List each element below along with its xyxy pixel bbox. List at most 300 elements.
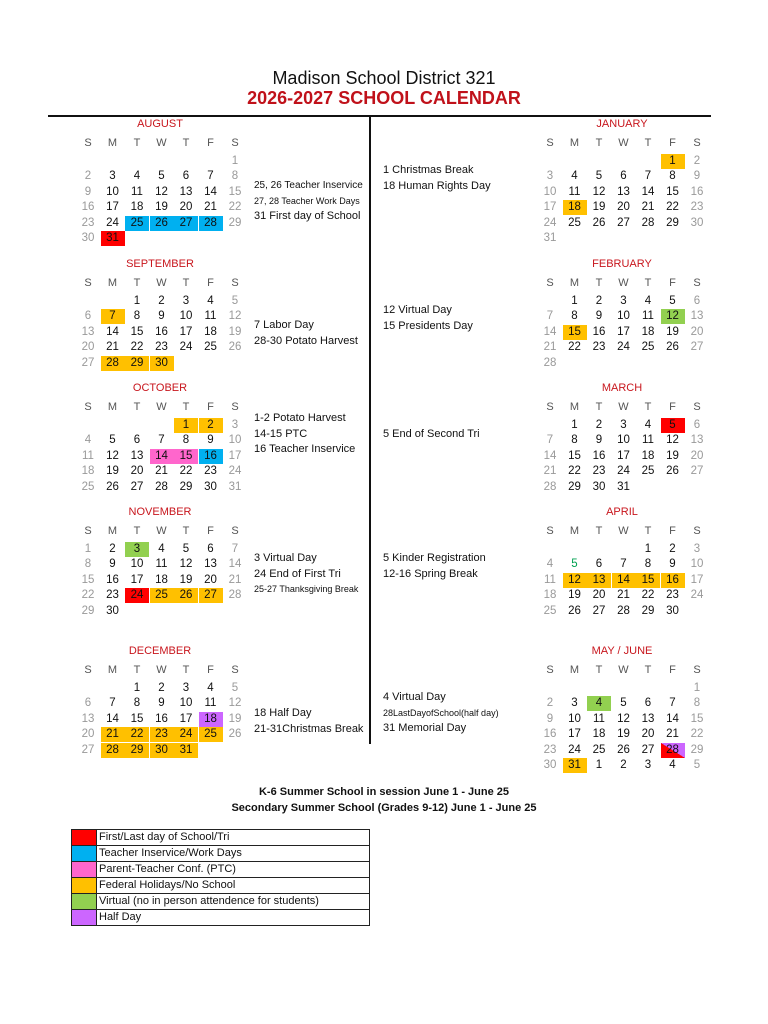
calendar-day: 11 — [544, 573, 556, 586]
calendar-day: 19 — [228, 712, 242, 725]
calendar-day: 8 — [571, 310, 578, 322]
calendar-day: 29 — [228, 216, 242, 229]
month-title: APRIL — [606, 506, 638, 518]
calendar-day: 12 — [179, 558, 193, 570]
weekday-header: W — [156, 137, 167, 149]
calendar-day: 30 — [106, 604, 119, 617]
calendar-day: 14 — [150, 449, 174, 464]
calendar-day: 2 — [158, 294, 165, 307]
weekday-header: T — [133, 664, 141, 676]
calendar-day: 28 — [641, 216, 655, 229]
legend-swatch-red — [72, 830, 97, 845]
weekday-header: T — [133, 525, 141, 537]
weekday-header: T — [595, 401, 603, 413]
calendar-day: 16 — [155, 325, 168, 338]
weekday-header: T — [182, 137, 190, 149]
legend-swatch-blue — [72, 846, 97, 861]
weekday-header: S — [546, 277, 554, 289]
notes-april — [383, 551, 486, 582]
calendar-day: 18 — [543, 589, 557, 601]
notes-august — [254, 178, 363, 225]
calendar-day: 18 — [641, 449, 655, 462]
calendar-day: 2 — [693, 154, 701, 167]
calendar-day: 18 — [81, 465, 95, 477]
calendar-day: 13 — [204, 558, 217, 570]
note: 7 Labor Day — [254, 319, 314, 331]
calendar-day: 9 — [595, 310, 603, 322]
weekday-header: W — [156, 664, 167, 676]
calendar-day: 4 — [158, 542, 165, 555]
month-title: JANUARY — [596, 118, 648, 130]
calendar-day: 2 — [158, 681, 165, 694]
weekday-header: S — [546, 525, 554, 537]
note: 1-2 Potato Harvest — [254, 412, 346, 424]
calendar-day: 11 — [642, 310, 654, 322]
calendar-day: 11 — [82, 449, 94, 462]
calendar-day: 11 — [642, 434, 654, 446]
calendar-day: 24 — [228, 465, 242, 477]
calendar-day: 19 — [179, 573, 193, 586]
calendar-day: 23 — [150, 727, 174, 742]
calendar-day: 20 — [179, 201, 193, 213]
weekday-header: T — [595, 525, 603, 537]
calendar-day: 22 — [641, 589, 655, 601]
legend-row — [72, 862, 369, 878]
calendar-day: 5 — [571, 558, 578, 570]
calendar-day: 12 — [563, 573, 587, 588]
calendar-day: 22 — [125, 727, 149, 742]
calendar-day: 8 — [133, 310, 141, 322]
calendar-day: 28 — [543, 356, 557, 369]
calendar-day: 17 — [568, 728, 581, 740]
note: 25, 26 Teacher Inservice — [254, 180, 363, 191]
month-title: MARCH — [601, 382, 643, 394]
calendar-day: 21 — [204, 201, 217, 213]
district-name: Madison School District 321 — [272, 68, 496, 88]
calendar-day: 6 — [693, 418, 701, 431]
calendar-day: 21 — [617, 589, 630, 601]
notes-november — [254, 551, 358, 598]
calendar-day: 31 — [174, 743, 198, 758]
calendar-day: 16 — [592, 449, 606, 462]
calendar-day: 4 — [669, 759, 676, 771]
calendar-day: 13 — [130, 449, 144, 462]
calendar-day: 19 — [155, 201, 168, 213]
calendar-day: 27 — [592, 604, 606, 617]
calendar-day: 8 — [669, 170, 676, 182]
calendar-day: 4 — [207, 294, 214, 307]
calendar-day: 26 — [592, 216, 606, 229]
weekday-header: T — [182, 664, 190, 676]
weekday-header: T — [133, 137, 141, 149]
calendar-day: 23 — [666, 589, 679, 601]
weekday-header: F — [207, 277, 214, 289]
calendar-day: 24 — [617, 341, 630, 353]
legend-row — [72, 830, 369, 846]
calendar-day: 3 — [644, 759, 652, 771]
calendar-day: 29 — [641, 604, 655, 617]
note: 27, 28 Teacher Work Days — [254, 195, 360, 206]
calendar-day: 21 — [155, 465, 168, 477]
month-title: OCTOBER — [132, 382, 188, 394]
calendar-day: 3 — [620, 294, 627, 307]
calendar-day: 23 — [204, 465, 217, 477]
calendar-day: 6 — [84, 697, 92, 709]
calendar-day: 25 — [592, 743, 606, 756]
calendar-day: 10 — [617, 310, 630, 322]
calendar-day: 28 — [101, 743, 125, 758]
note: 5 Kinder Registration — [383, 552, 486, 564]
calendar-day: 8 — [644, 558, 652, 570]
weekday-header: M — [107, 664, 118, 676]
legend-label: Parent-Teacher Conf. (PTC) — [99, 863, 236, 875]
calendar-day: 1 — [84, 542, 92, 555]
calendar-day: 9 — [595, 434, 603, 446]
calendar-day: 13 — [690, 310, 704, 322]
calendar-day: 25 — [543, 604, 557, 617]
note: 31 Memorial Day — [383, 722, 467, 734]
calendar-day: 7 — [101, 309, 125, 324]
weekday-header: S — [231, 137, 239, 149]
calendar-day: 6 — [84, 310, 92, 322]
weekday-header: T — [133, 277, 141, 289]
legend-swatch-purple — [72, 910, 97, 925]
calendar-day: 19 — [106, 465, 119, 477]
calendar-day: 24 — [617, 465, 630, 477]
calendar-day: 31 — [543, 232, 557, 244]
weekday-header: T — [182, 277, 190, 289]
calendar-day: 10 — [568, 712, 581, 725]
calendar-day: 28 — [155, 480, 168, 493]
weekday-header: S — [693, 137, 701, 149]
calendar-day: 30 — [592, 480, 606, 493]
calendar-day: 20 — [617, 201, 630, 213]
calendar-day: 23 — [543, 743, 557, 756]
weekday-header: F — [207, 137, 214, 149]
note: 18 Human Rights Day — [383, 179, 491, 192]
calendar-day: 1 — [133, 681, 141, 694]
calendar-day: 24 — [543, 216, 557, 229]
calendar-day: 14 — [228, 558, 242, 570]
calendar-title: 2026-2027 SCHOOL CALENDAR — [247, 88, 521, 108]
calendar-day: 15 — [130, 712, 144, 725]
calendar-day: 16 — [592, 325, 606, 338]
calendar-day: 29 — [179, 480, 193, 493]
calendar-day: 12 — [666, 434, 679, 446]
calendar-day: 20 — [204, 573, 217, 586]
calendar-day: 6 — [693, 294, 701, 307]
note: 12-16 Spring Break — [383, 567, 478, 580]
calendar-day: 15 — [174, 449, 198, 464]
calendar-day: 17 — [617, 325, 630, 338]
calendar-day: 20 — [130, 465, 144, 477]
legend-swatch-orange — [72, 878, 97, 893]
calendar-day: 28 — [199, 216, 223, 231]
month-title: AUGUST — [137, 118, 183, 130]
calendar-day: 29 — [81, 604, 95, 617]
calendar-day: 3 — [546, 170, 554, 182]
notes-february — [383, 303, 473, 334]
calendar-day: 21 — [641, 201, 655, 213]
calendar-day: 22 — [690, 728, 704, 740]
calendar-day: 17 — [690, 573, 704, 586]
calendar-day: 20 — [641, 728, 655, 740]
calendar-day: 7 — [207, 170, 214, 182]
calendar-day: 19 — [592, 201, 606, 213]
weekday-header: M — [569, 525, 580, 537]
note: 25-27 Thanksgiving Break — [254, 584, 359, 594]
calendar-day: 8 — [84, 558, 92, 570]
calendar-day: 24 — [690, 589, 704, 601]
calendar-day: 20 — [81, 728, 95, 740]
weekday-header: W — [618, 401, 629, 413]
calendar-day: 5 — [669, 294, 676, 307]
calendar-day: 31 — [228, 480, 242, 493]
calendar-day: 18 — [592, 728, 606, 740]
calendar-day: 1 — [571, 294, 578, 307]
weekday-header: W — [618, 137, 629, 149]
calendar-day: 5 — [158, 170, 165, 182]
weekday-header: F — [207, 664, 214, 676]
calendar-day: 10 — [130, 558, 144, 570]
weekday-header: T — [595, 277, 603, 289]
month-title: MAY / JUNE — [591, 645, 653, 657]
calendar-day: 28 — [228, 589, 242, 601]
calendar-day: 22 — [130, 341, 144, 353]
calendar-day: 1 — [174, 418, 198, 433]
calendar-day: 1 — [661, 154, 685, 169]
calendar-day: 16 — [199, 449, 223, 464]
weekday-header: S — [231, 525, 239, 537]
top-divider — [48, 115, 711, 117]
calendar-day: 24 — [174, 727, 198, 742]
weekday-header: F — [669, 277, 676, 289]
calendar-day: 4 — [571, 170, 578, 182]
calendar-day: 20 — [81, 341, 95, 353]
calendar-day: 27 — [130, 480, 144, 493]
weekday-header: S — [84, 137, 92, 149]
calendar-day: 20 — [592, 589, 606, 601]
calendar-day: 27 — [641, 743, 655, 756]
calendar-day: 15 — [666, 185, 679, 198]
calendar-day: 22 — [666, 201, 679, 213]
calendar-day: 27 — [199, 588, 223, 603]
notes-january — [383, 163, 491, 194]
calendar-day: 3 — [109, 170, 116, 182]
month-title: NOVEMBER — [128, 506, 192, 518]
calendar-day: 9 — [158, 697, 165, 709]
calendar-day: 14 — [641, 185, 655, 198]
calendar-day: 18 — [130, 201, 144, 213]
calendar-day: 27 — [174, 216, 198, 231]
calendar-day: 4 — [133, 170, 141, 182]
calendar-day: 14 — [666, 712, 679, 725]
notes-october — [254, 411, 355, 458]
calendar-day: 19 — [568, 589, 581, 601]
note: 16 Teacher Inservice — [254, 443, 356, 455]
calendar-day: 15 — [636, 573, 660, 588]
calendar-day: 25 — [204, 341, 217, 353]
calendar-day: 3 — [182, 294, 190, 307]
legend-row — [72, 910, 369, 925]
calendar-day: 7 — [109, 697, 116, 709]
calendar-day: 24 — [179, 341, 193, 353]
notes-mayjune — [383, 690, 499, 737]
calendar-day: 22 — [179, 465, 193, 477]
weekday-header: S — [693, 664, 701, 676]
calendar-day: 6 — [207, 542, 214, 555]
calendar-day: 23 — [81, 216, 95, 229]
calendar-day: 8 — [182, 434, 190, 446]
calendar-day: 21 — [101, 727, 125, 742]
weekday-header: S — [231, 277, 239, 289]
calendar-day: 27 — [617, 216, 630, 229]
calendar-day: 25 — [199, 727, 223, 742]
calendar-day: 13 — [81, 325, 95, 338]
weekday-header: T — [644, 525, 652, 537]
calendar-day: 21 — [666, 728, 679, 740]
calendar-day: 6 — [620, 170, 627, 182]
legend-label: Teacher Inservice/Work Days — [99, 847, 242, 859]
calendar-day: 9 — [207, 434, 214, 446]
calendar-day: 13 — [690, 434, 704, 446]
calendar-day: 3 — [182, 681, 190, 694]
calendar-day: 10 — [228, 434, 242, 446]
calendar-day: 2 — [595, 294, 603, 307]
weekday-header: M — [107, 525, 118, 537]
calendar-day: 19 — [617, 728, 630, 740]
calendar-day: 5 — [661, 418, 685, 433]
calendar-day: 17 — [228, 449, 242, 462]
calendar-day: 25 — [81, 480, 95, 493]
weekday-header: T — [133, 401, 141, 413]
calendar-day: 7 — [158, 434, 165, 446]
calendar-day: 4 — [207, 681, 214, 694]
weekday-header: M — [107, 277, 118, 289]
note: 1 Christmas Break — [383, 164, 474, 176]
calendar-day: 3 — [620, 418, 627, 431]
calendar-day: 3 — [693, 542, 701, 555]
legend-swatch-pink — [72, 862, 97, 877]
calendar-day: 12 — [617, 712, 630, 725]
calendar-day: 3 — [571, 697, 578, 709]
weekday-header: M — [569, 137, 580, 149]
calendar-day: 18 — [641, 325, 655, 338]
calendar-day: 14 — [204, 185, 217, 198]
note: 4 Virtual Day — [383, 691, 446, 703]
calendar-day: 13 — [587, 573, 611, 588]
calendar-day: 13 — [641, 712, 655, 725]
calendar-day: 29 — [568, 480, 581, 493]
weekday-header: T — [182, 401, 190, 413]
calendar-day: 14 — [612, 573, 636, 588]
calendar-day: 2 — [84, 170, 92, 182]
calendar-day: 2 — [109, 542, 116, 555]
calendar-day: 14 — [106, 712, 119, 725]
weekday-header: S — [693, 525, 701, 537]
month-title: SEPTEMBER — [126, 258, 194, 270]
calendar-day: 30 — [81, 232, 95, 244]
calendar-day: 10 — [179, 697, 193, 709]
calendar-day: 28 — [617, 604, 630, 617]
weekday-header: W — [618, 664, 629, 676]
calendar-day: 28 — [101, 356, 125, 371]
calendar-day: 26 — [150, 216, 174, 231]
note: 5 End of Second Tri — [383, 428, 480, 440]
calendar-day: 9 — [669, 558, 676, 570]
calendar-day: 24 — [106, 216, 119, 229]
calendar-day: 22 — [568, 341, 581, 353]
calendar-day: 15 — [228, 185, 242, 198]
calendar-day: 31 — [101, 231, 125, 246]
calendar-day: 12 — [155, 185, 168, 198]
note: 14-15 PTC — [254, 427, 308, 440]
calendar-day: 11 — [568, 185, 581, 198]
weekday-header: T — [644, 401, 652, 413]
calendar-day: 3 — [125, 542, 149, 557]
calendar-day: 18 — [204, 325, 217, 338]
calendar-day: 27 — [81, 356, 95, 369]
weekday-header: S — [231, 401, 239, 413]
calendar-day: 5 — [231, 681, 239, 694]
legend-label: First/Last day of School/Tri — [99, 831, 230, 843]
calendar-day: 22 — [228, 201, 242, 213]
weekday-header: T — [595, 137, 603, 149]
calendar-day: 12 — [661, 309, 685, 324]
calendar-day: 2 — [669, 542, 676, 555]
weekday-header: F — [207, 401, 214, 413]
calendar-day: 22 — [81, 589, 95, 601]
weekday-header: W — [156, 401, 167, 413]
weekday-header: S — [546, 664, 554, 676]
calendar-day: 5 — [182, 542, 190, 555]
note: 15 Presidents Day — [383, 319, 473, 332]
notes-september — [254, 318, 358, 349]
calendar-day: 26 — [666, 465, 679, 477]
legend-row — [72, 878, 369, 894]
legend-swatch-green — [72, 894, 97, 909]
calendar-day: 28 — [661, 743, 685, 758]
note: 3 Virtual Day — [254, 552, 317, 564]
calendar-day: 19 — [228, 325, 242, 338]
calendar-day: 5 — [595, 170, 603, 182]
calendar-day: 1 — [571, 418, 578, 431]
weekday-header: F — [207, 525, 214, 537]
calendar-day: 30 — [690, 216, 704, 229]
note: 21-31Christmas Break — [254, 722, 364, 735]
calendar-day: 9 — [158, 310, 165, 322]
calendar-day: 16 — [543, 728, 557, 740]
note: 24 End of First Tri — [254, 567, 341, 580]
calendar-day: 7 — [644, 170, 652, 182]
note: 28-30 Potato Harvest — [254, 334, 358, 347]
calendar-day: 23 — [592, 465, 606, 477]
calendar-day: 21 — [228, 573, 242, 586]
calendar-day: 15 — [690, 712, 704, 725]
calendar-day: 8 — [133, 697, 141, 709]
calendar-day: 25 — [150, 588, 174, 603]
calendar-day: 30 — [150, 743, 174, 758]
weekday-header: F — [669, 137, 676, 149]
calendar-day: 31 — [563, 758, 587, 773]
calendar-day: 5 — [620, 697, 627, 709]
calendar-day: 10 — [543, 185, 557, 198]
note: 18 Half Day — [254, 707, 312, 719]
calendar-day: 18 — [199, 712, 223, 727]
calendar-day: 8 — [571, 434, 578, 446]
note: 12 Virtual Day — [383, 304, 452, 316]
weekday-header: S — [84, 525, 92, 537]
